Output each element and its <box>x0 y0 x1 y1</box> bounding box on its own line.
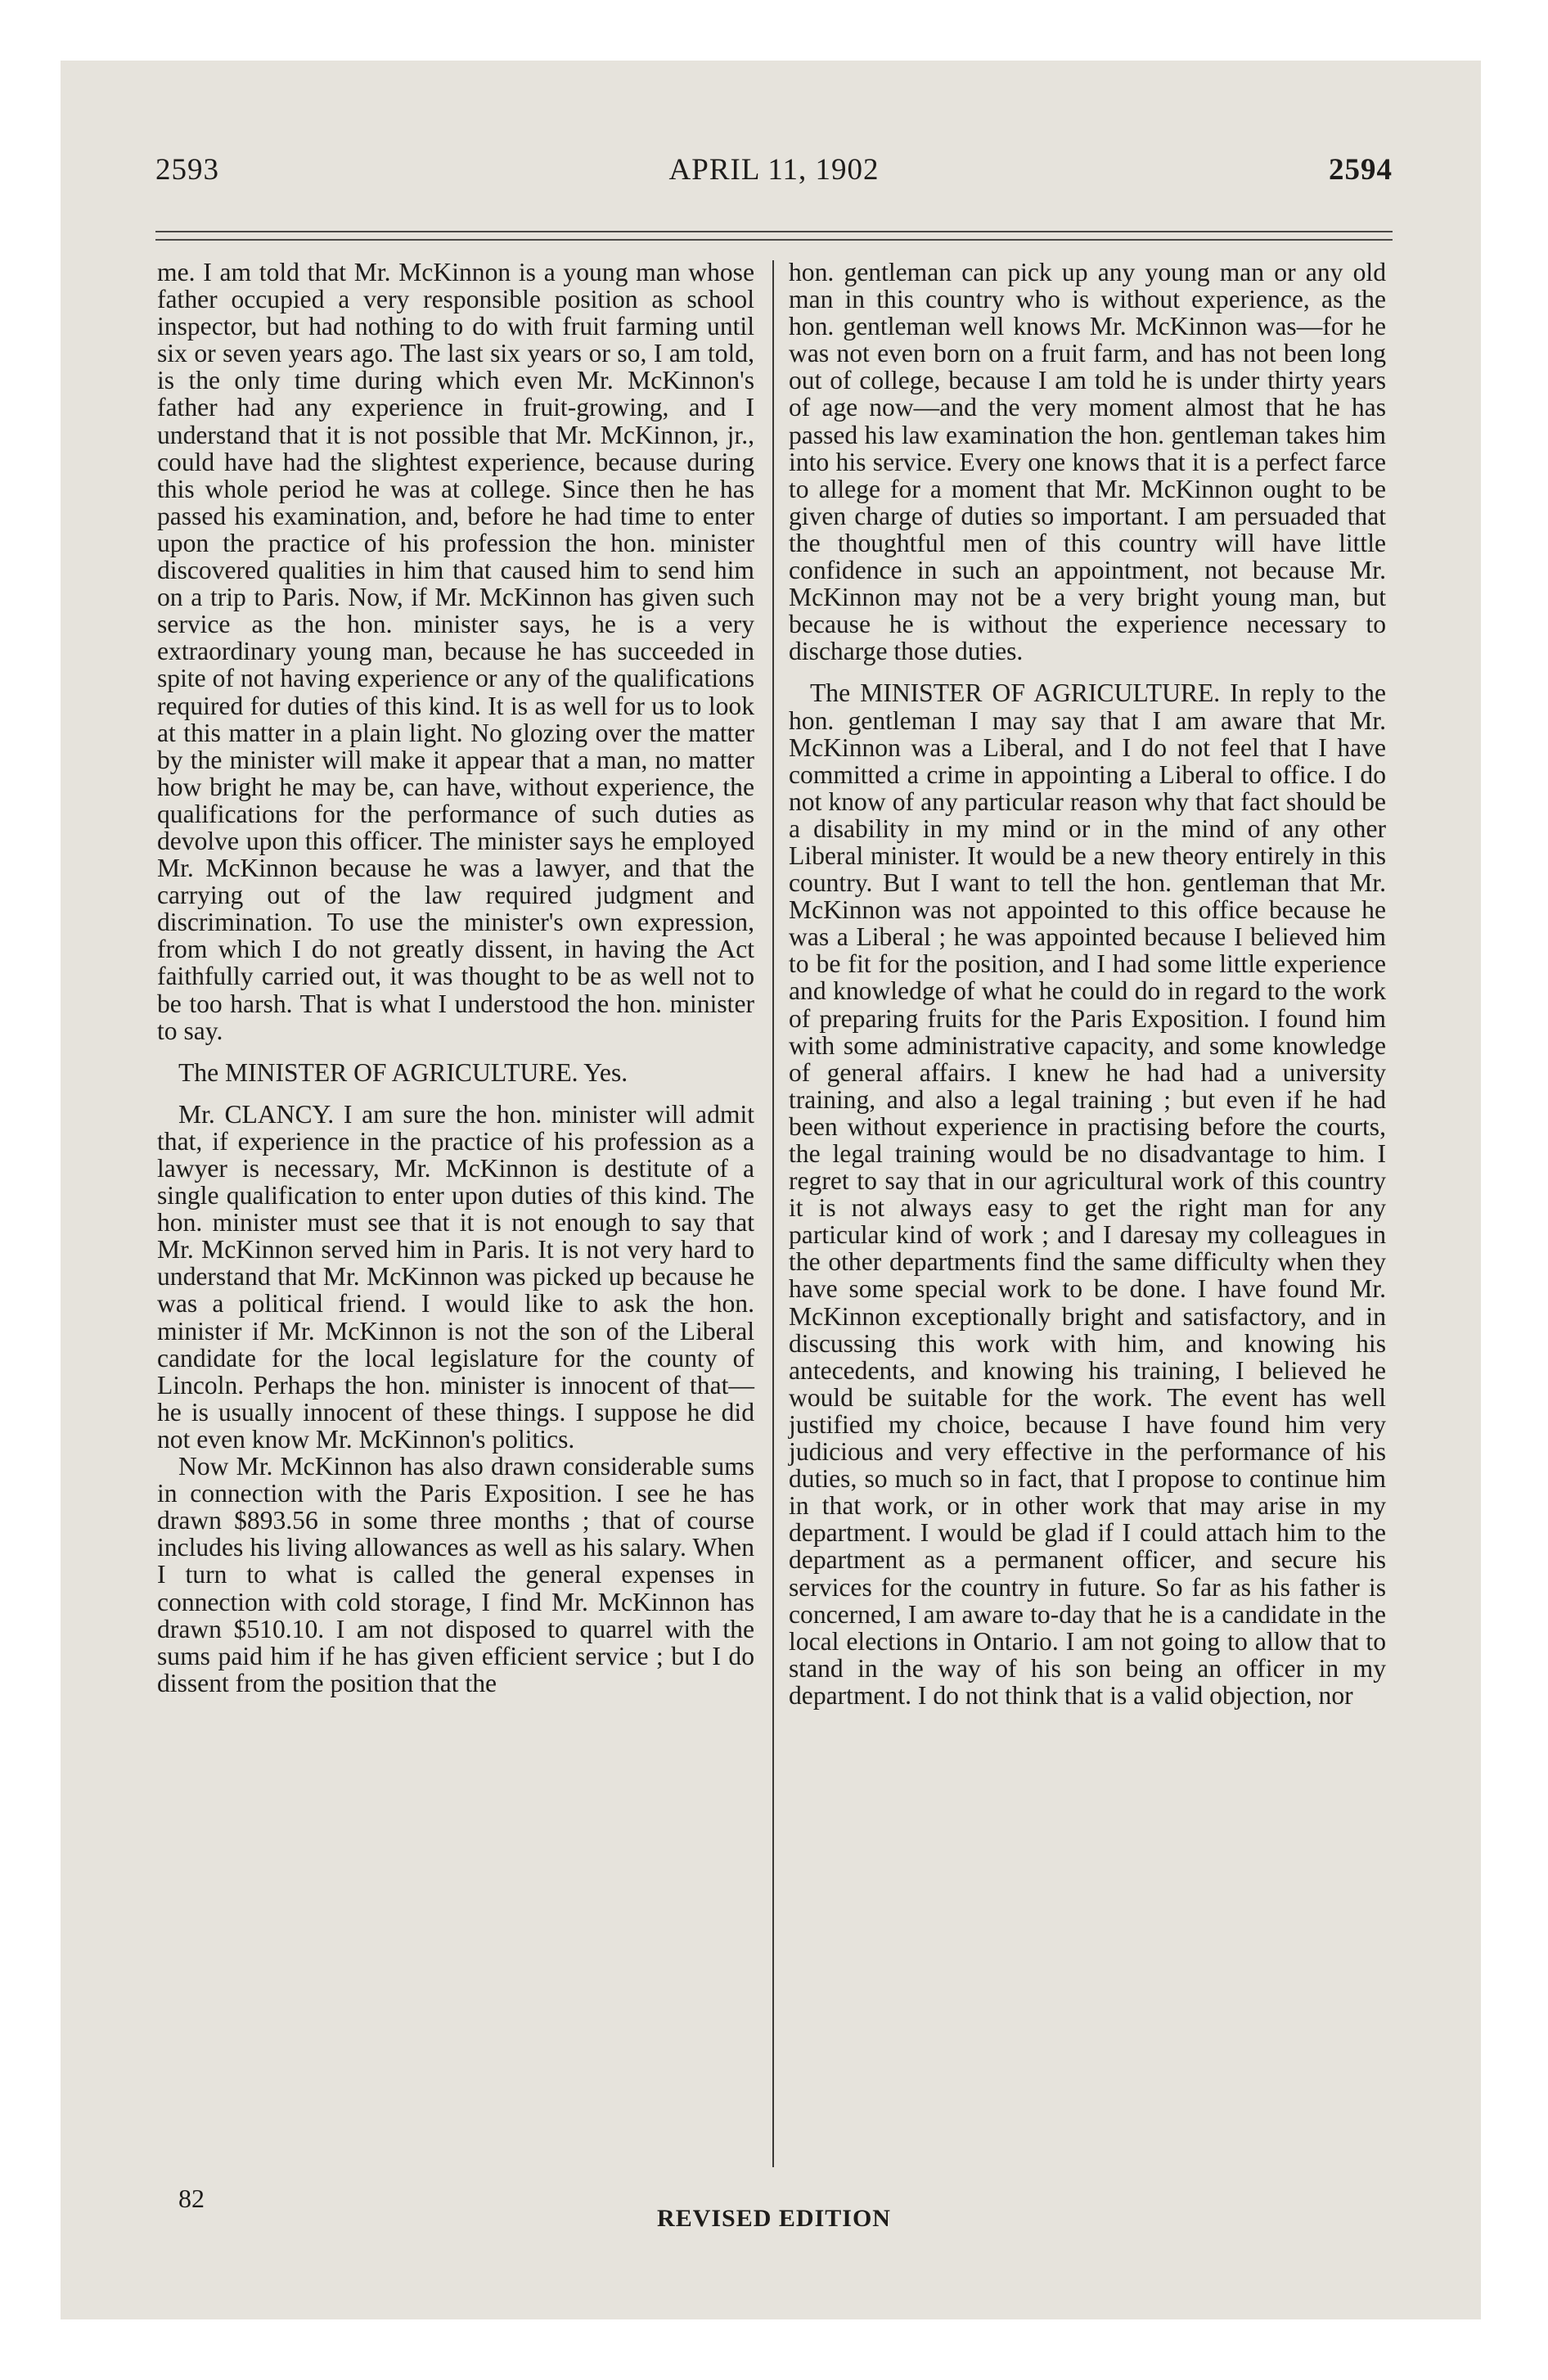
right-column <box>789 259 1386 1709</box>
paragraph: The MINISTER OF AGRICULTURE. Yes. <box>178 1057 628 1087</box>
page-header <box>155 152 1393 201</box>
paragraph: Mr. CLANCY. I am sure the hon. minister will admit that, if experience in the practice of his profession as a lawyer is necessary, Mr. McKinnon is destitute of a single qualification to enter upon duties of this kind. The hon. minister must see that it is not enough to say that Mr. McKinnon served him in Paris. It is not very hard to understand that Mr. McKinnon was picked up because he was a political friend. I would like to ask the hon. minister if Mr. McKinnon is not the son of the Liberal candidate for the local legislature for the county of Lincoln. Perhaps the hon. minister is innocent of that—he is usually innocent of these things. I suppose he did not even know Mr. McKinnon's politics. <box>157 1099 754 1454</box>
paragraph: The MINISTER OF AGRICULTURE. In reply to the hon. gentleman I may say that I am aware that Mr. McKinnon was a Liberal, and I do not feel that I have committed a crime in appointing a Liberal to office. I do not know of any particular reason why that fact should be a disability in my mind or in the mind of any other Liberal minister. It would be a new theory entirely in this country. But I want to tell the hon. gentleman that Mr. McKinnon was not appointed to this office because he was a Liberal ; he was appointed because I believed him to be fit for the position, and I had some little experience and knowledge of what he could do in regard to the work of preparing fruits for the Paris Exposition. I found him with some administrative capacity, and some knowledge of general affairs. I knew he had had a university training, and also a legal training ; but even if he had been without experience in practising before the courts, the legal training would be no disadvantage to him. I regret to say that in our agricultural work of this country it is not always easy to get the right man for any particular kind of work ; and I daresay my colleagues in the other departments find the same difficulty when they have some special work to be done. I have found Mr. McKinnon exceptionally bright and satisfactory, and in discussing this work with him, and knowing his antecedents, and knowing his training, I believed he would be suitable for the work. The event has well justified my choice, because I have found him very judicious and very effective in the performance of his duties, so much so in fact, that I propose to continue him in that work, or in other work that may arise in my department. I would be glad if I could attach him to the department as a permanent officer, and secure his services for the country in future. So far as his father is concerned, I am aware to-day that he is a candidate in the local elections in Ontario. I am not going to allow that to stand in the way of his son being an officer in my department. I do not think that is a valid objection, nor <box>789 678 1386 1710</box>
header-rule-bottom <box>155 239 1393 241</box>
paragraph: hon. gentleman can pick up any young man or any old man in this country who is without experience, as the hon. gentleman well knows Mr. McKinnon was—for he was not even born on a fruit farm, and has not been long out of college, because I am told he is under thirty years of age now—and the very moment almost that he has passed his law examination the hon. gentleman takes him into his service. Every one knows that it is a perfect farce to allege for a moment that Mr. McKinnon ought to be given charge of duties so important. I am persuaded that the thoughtful men of this country will have little confidence in such an appointment, not because Mr. McKinnon may not be a very bright young man, but because he is without the experience necessary to discharge those duties. <box>789 258 1386 666</box>
footer-edition-label: REVISED EDITION <box>657 2205 891 2232</box>
paragraph: Now Mr. McKinnon has also drawn considerable sums in connection with the Paris Exposition. I see he has drawn $893.56 in some three months ; that of course includes his living allowances as well as his salary. When I turn to what is called the general expenses in connection with cold storage, I find Mr. McKinnon has drawn $510.10. I am not disposed to quarrel with the sums paid him if he has given efficient service ; but I do dissent from the position that the <box>157 1452 754 1697</box>
folio-number: 82 <box>178 2184 205 2213</box>
left-column <box>157 259 754 1697</box>
page-date: APRIL 11, 1902 <box>668 153 880 187</box>
column-divider <box>772 260 774 2167</box>
paragraph: me. I am told that Mr. McKinnon is a young man whose father occupied a very responsible position as school inspector, but had nothing to do with fruit farming until six or seven years ago. The last six years or so, I am told, is the only time during which even Mr. McKinnon's father had any experience in fruit-growing, and I understand that it is not possible that Mr. McKinnon, jr., could have had the slightest experience, because during this whole period he was at college. Since then he has passed his examination, and, before he had time to enter upon the practice of his profession the hon. minister discovered qualities in him that caused him to send him on a trip to Paris. Now, if Mr. McKinnon has given such service as the hon. minister says, he is a very extraordinary young man, because he has succeeded in spite of not having experience or any of the qualifications required for duties of this kind. It is as well for us to look at this matter in a plain light. No glozing over the matter by the minister will make it appear that a man, no matter how bright he may be, can have, without experience, the qualifications for the performance of such duties as devolve upon this officer. The minister says he employed Mr. McKinnon because he was a lawyer, and that the carrying out of the law required judgment and discrimination. To use the minister's own expression, from which I do not greatly dissent, in having the Act faithfully carried out, it was thought to be as well not to be too harsh. That is what I understood the hon. minister to say. <box>157 258 754 1045</box>
page-number-right: 2594 <box>1329 153 1393 187</box>
page-number-left: 2593 <box>155 153 219 187</box>
header-rule-top <box>155 231 1393 232</box>
